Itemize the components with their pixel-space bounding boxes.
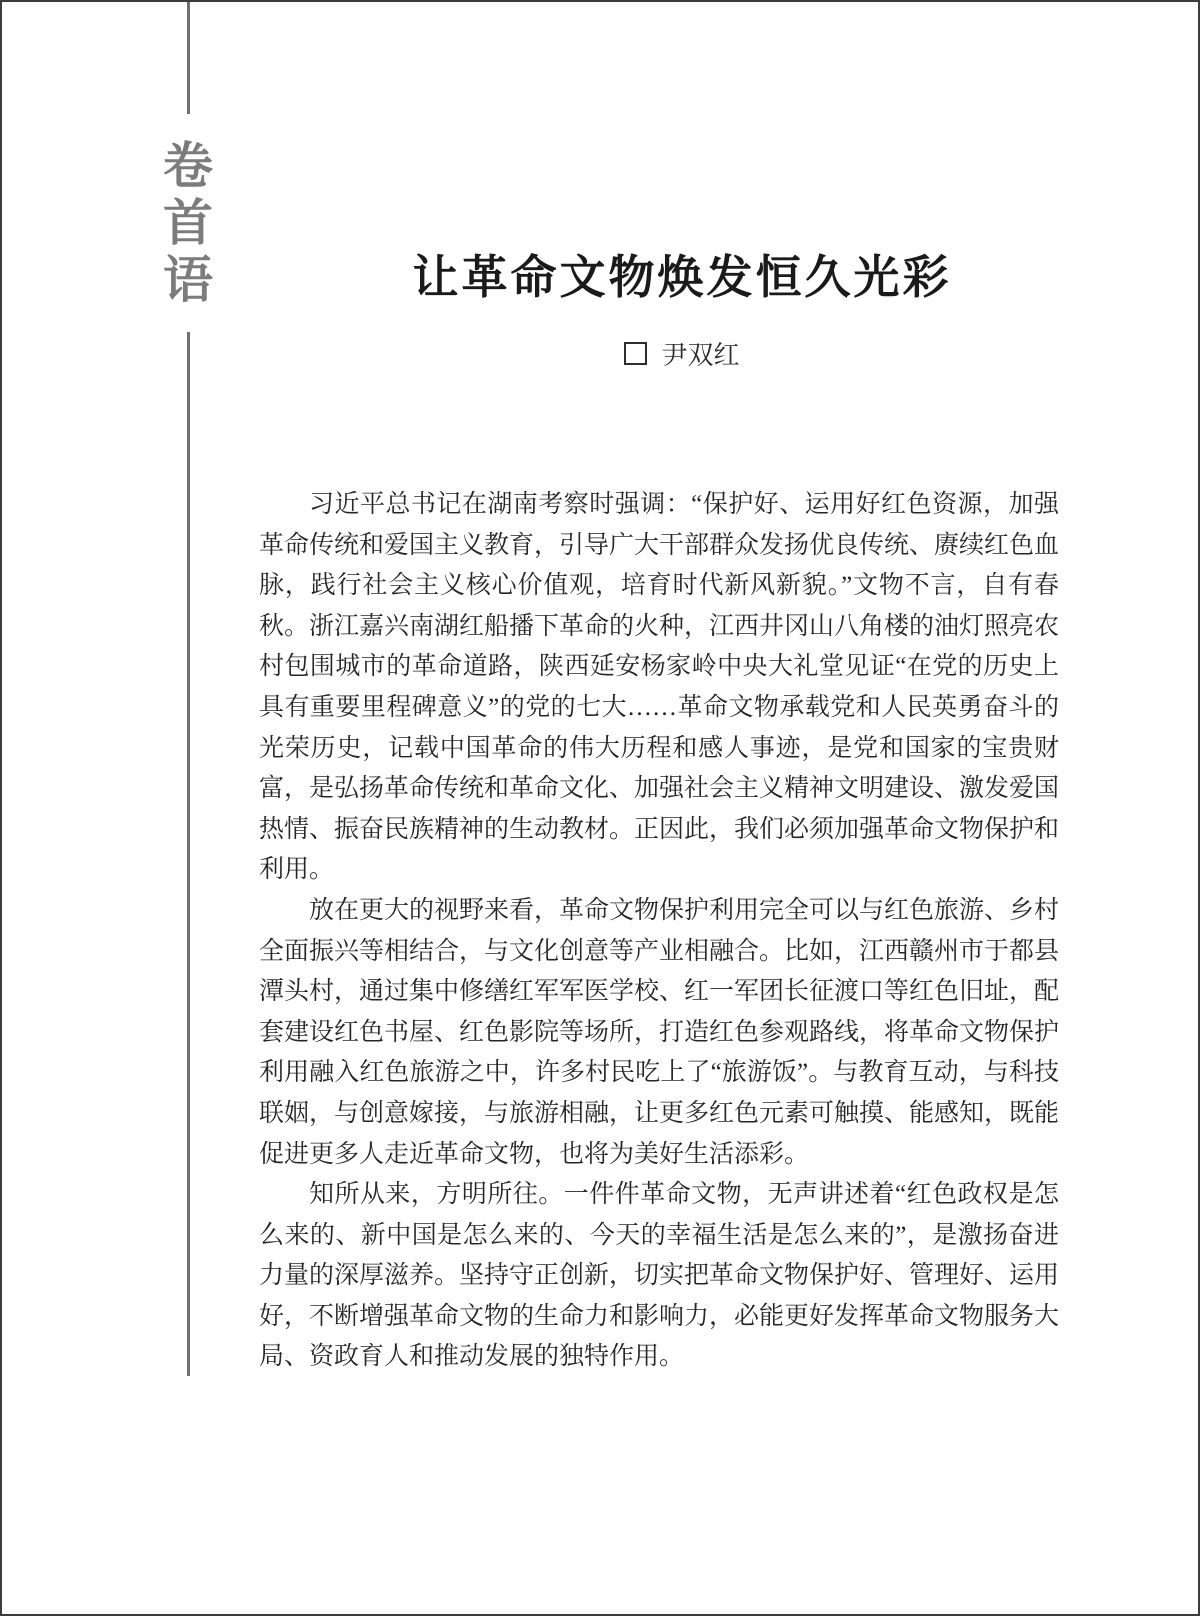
section-label-char: 首: [163, 195, 213, 251]
section-label-char: 卷: [163, 138, 213, 194]
sidebar-rule-bottom: [187, 332, 190, 1376]
author-box-icon: [624, 342, 647, 365]
paragraph-1: 习近平总书记在湖南考察时强调：“保护好、运用好红色资源，加强革命传统和爱国主义教育，引导广大干部群众发扬优良传统、赓续红色血脉，践行社会主义核心价值观，培育时代新风新貌。”文物不言，自有春秋。浙江嘉兴南湖红船播下革命的火种，江西井冈山八角楼的油灯照亮农村包围城市的革命道路，陕西延安杨家岭中央大礼堂见证“在党的历史上具有重要里程碑意义”的党的七大……革命文物承载党和人民英勇奋斗的光荣历史，记载中国革命的伟大历程和感人事迹，是党和国家的宝贵财富，是弘扬革命传统和革命文化、加强社会主义精神文明建设、激发爱国热情、振奋民族精神的生动教材。正因此，我们必须加强革命文物保护和利用。: [259, 491, 1060, 884]
article-title: 让革命文物焕发恒久光彩: [412, 252, 952, 303]
section-label: [163, 140, 213, 306]
article-body: [259, 485, 1059, 1378]
byline: [282, 340, 1082, 370]
paragraph-2: 放在更大的视野来看，革命文物保护利用完全可以与红色旅游、乡村全面振兴等相结合，与文化创意等产业相融合。比如，江西赣州市于都县潭头村，通过集中修缮红军军医学校、红一军团长征渡口等红色旧址，配套建设红色书屋、红色影院等场所，打造红色参观路线，将革命文物保护利用融入红色旅游之中，许多村民吃上了“旅游饭”。与教育互动，与科技联姻，与创意嫁接，与旅游相融，让更多红色元素可触摸、能感知，既能促进更多人走近革命文物，也将为美好生活添彩。: [259, 896, 1060, 1168]
section-label-char: 语: [163, 252, 213, 308]
sidebar-rule-top: [187, 2, 190, 114]
author-name: 尹双红: [661, 340, 740, 370]
paragraph-3: 知所从来，方明所往。一件件革命文物，无声讲述着“红色政权是怎么来的、新中国是怎么来的、今天的幸福生活是怎么来的”，是激扬奋进力量的深厚滋养。坚持守正创新，切实把革命文物保护好、管理好、运用好，不断增强革命文物的生命力和影响力，必能更好发挥革命文物服务大局、资政育人和推动发展的独特作用。: [259, 1181, 1060, 1371]
